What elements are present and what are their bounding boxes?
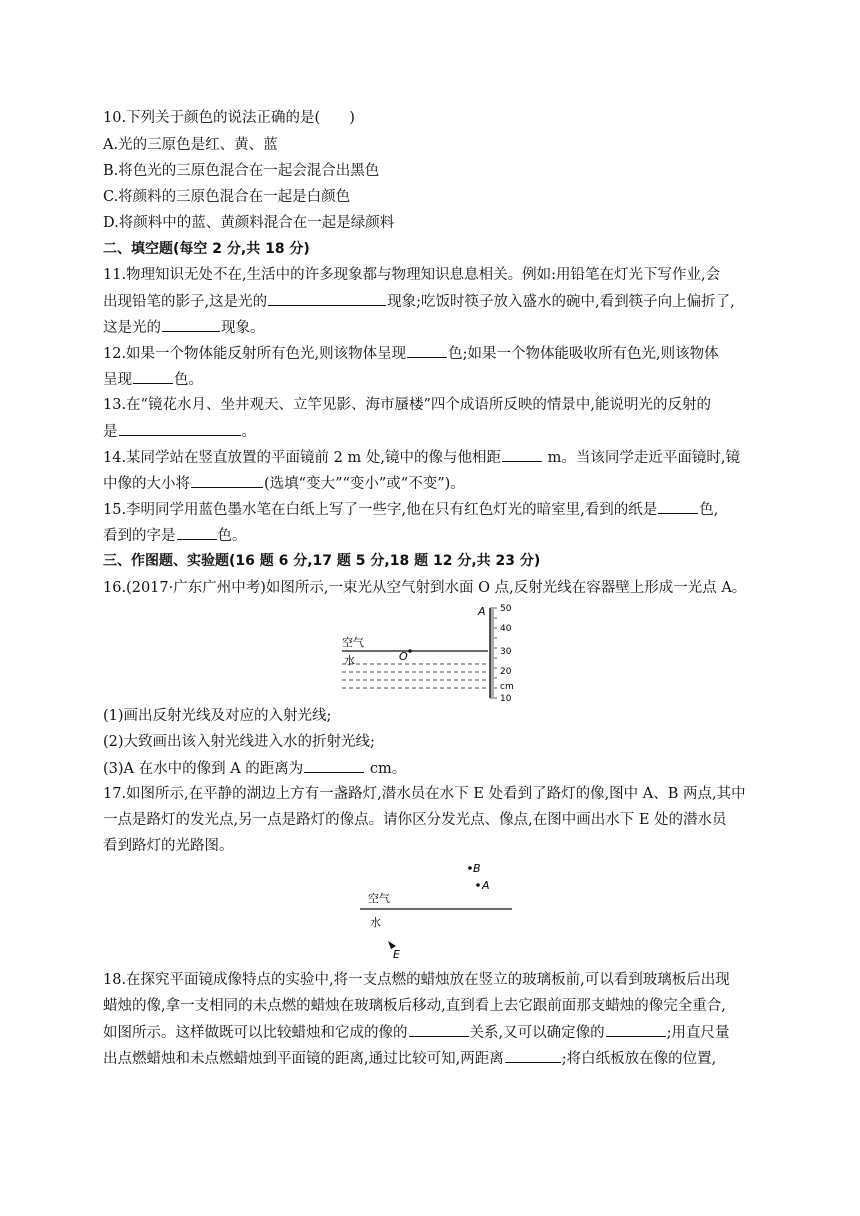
q17-line-2: 一点是路灯的发光点,另一点是路灯的像点。请你区分发光点、像点,在图中画出水下 E 处的潜水员 [103, 812, 727, 828]
q14-text: m。当该同学走近平面镜时,镜 [542, 450, 740, 466]
q13-text: 是 [103, 424, 118, 440]
q11-text: 现象;吃饭时筷子放入盛水的碗中,看到筷子向上偏折了, [387, 294, 735, 310]
point-o [408, 649, 412, 653]
ruler-label-unit: cm [500, 682, 514, 692]
label-water: 水 [344, 654, 355, 667]
ruler-label-10: 10 [500, 694, 512, 704]
q18-line-2: 蜡烛的像,拿一支相同的未点燃的蜡烛在玻璃板后移动,直到看上去它跟前面那支蜡烛的像完全重合, [103, 998, 726, 1014]
q15-text: 色, [699, 502, 719, 518]
q18-blank-3[interactable] [505, 1048, 561, 1063]
q11-line-2 [103, 291, 735, 312]
q15-text: 15.李明同学用蓝色墨水笔在白纸上写了一些字,他在只有红色灯光的暗室里,看到的纸是 [103, 502, 658, 518]
q10-option-c: C.将颜料的三原色混合在一起是白颜色 [103, 189, 351, 205]
q18-text: 出点燃蜡烛和未点燃蜡烛到平面镜的距离,通过比较可知,两距离 [103, 1051, 504, 1067]
q16-sub-1: (1)画出反射光线及对应的入射光线; [103, 708, 332, 724]
label-a: A [482, 879, 490, 892]
q14-line-2 [103, 473, 465, 494]
q14-line-1 [103, 447, 740, 468]
q16-blank[interactable] [304, 758, 364, 773]
q10-option-d: D.将颜料中的蓝、黄颜料混合在一起是绿颜料 [103, 215, 395, 231]
q18-text: ;将白纸板放在像的位置, [561, 1051, 717, 1067]
q15-blank-2[interactable] [177, 525, 217, 540]
q10-option-b: B.将色光的三原色混合在一起会混合出黑色 [103, 163, 380, 179]
label-o: O [399, 650, 408, 663]
q18-text: 关系,又可以确定像的 [469, 1025, 605, 1041]
label-a: A [478, 605, 486, 618]
label-e: E [393, 948, 400, 961]
q15-line-2 [103, 525, 247, 546]
ruler-ticks [490, 608, 497, 698]
q16-text: cm。 [365, 761, 407, 777]
q10-stem [103, 108, 355, 128]
q13-line-2 [103, 421, 256, 442]
q14-blank-2[interactable] [191, 473, 263, 488]
q15-blank-1[interactable] [658, 499, 698, 514]
q18-line-3 [103, 1022, 730, 1043]
q15-text: 看到的字是 [103, 528, 176, 544]
label-air: 空气 [368, 892, 390, 905]
q14-text: 14.某同学站在竖直放置的平面镜前 2 m 处,镜中的像与他相距 [103, 450, 501, 466]
q12-line-1 [103, 343, 719, 364]
q11-text: 现象。 [221, 320, 265, 336]
q12-line-2 [103, 369, 203, 390]
q13-blank[interactable] [119, 421, 241, 436]
q12-text: 呈现 [103, 372, 132, 388]
q14-blank-1[interactable] [502, 447, 542, 462]
q18-line-1: 18.在探究平面镜成像特点的实验中,将一支点燃的蜡烛放在竖立的玻璃板前,可以看到玻璃板后出现 [103, 972, 730, 988]
q16-text: (3)A 在水中的像到 A 的距离为 [103, 761, 304, 777]
q17-line-3: 看到路灯的光路图。 [103, 838, 234, 854]
ruler-label-30: 30 [500, 647, 512, 657]
q18-line-4 [103, 1048, 716, 1069]
q15-line-1 [103, 499, 718, 520]
q18-text: ;用直尺量 [666, 1025, 730, 1041]
q17-figure [358, 858, 518, 962]
point-b [468, 866, 472, 870]
section-2-heading: 二、填空题(每空 2 分,共 18 分) [103, 241, 310, 257]
q16-figure [338, 598, 528, 706]
q18-blank-2[interactable] [606, 1022, 666, 1037]
q12-blank-2[interactable] [133, 369, 173, 384]
label-air: 空气 [342, 636, 364, 649]
ruler-label-40: 40 [500, 624, 512, 634]
q16-sub-3 [103, 758, 406, 779]
label-water: 水 [370, 916, 381, 929]
q11-line-3 [103, 317, 265, 338]
section-3-heading: 三、作图题、实验题(16 题 6 分,17 题 5 分,18 题 12 分,共 23 分) [103, 553, 541, 569]
q16-sub-2: (2)大致画出该入射光线进入水的折射光线; [103, 734, 375, 750]
q12-blank-1[interactable] [407, 343, 447, 358]
q17-line-1: 17.如图所示,在平静的湖边上方有一盏路灯,潜水员在水下 E 处看到了路灯的像,图中 A、B 两点,其中 [103, 786, 746, 802]
q16-stem: 16.(2017·广东广州中考)如图所示,一束光从空气射到水面 O 点,反射光线在容器壁上形成一光点 A。 [103, 580, 747, 596]
point-a [476, 883, 480, 887]
q14-text: 中像的大小将 [103, 476, 190, 492]
q12-text: 色。 [174, 372, 203, 388]
q11-line-1: 11.物理知识无处不在,生活中的许多现象都与物理知识息息相关。例如:用铅笔在灯光下写作业,会 [103, 267, 721, 283]
q13-text: 。 [241, 424, 256, 440]
q13-line-1: 13.在“镜花水月、坐井观天、立竿见影、海市蜃楼”四个成语所反映的情景中,能说明光的反射的 [103, 397, 711, 413]
q18-text: 如图所示。这样做既可以比较蜡烛和它成的像的 [103, 1025, 408, 1041]
q10-option-a: A.光的三原色是红、黄、蓝 [103, 137, 278, 153]
q15-text: 色。 [217, 528, 247, 544]
ruler-label-50: 50 [500, 604, 512, 614]
ruler-label-20: 20 [500, 667, 512, 677]
label-b: B [473, 862, 481, 875]
q11-blank-2[interactable] [162, 317, 220, 332]
q10-stem-text: 10.下列关于颜色的说法正确的是( ) [103, 110, 355, 126]
q12-text: 12.如果一个物体能反射所有色光,则该物体呈现 [103, 346, 407, 362]
q11-text: 出现铅笔的影子,这是光的 [103, 294, 268, 310]
q12-text: 色;如果一个物体能吸收所有色光,则该物体 [448, 346, 719, 362]
q11-blank-1[interactable] [268, 291, 386, 306]
q11-text: 这是光的 [103, 320, 161, 336]
q14-text: (选填“变大”“变小”或“不变”)。 [264, 476, 465, 492]
q18-blank-1[interactable] [409, 1022, 469, 1037]
